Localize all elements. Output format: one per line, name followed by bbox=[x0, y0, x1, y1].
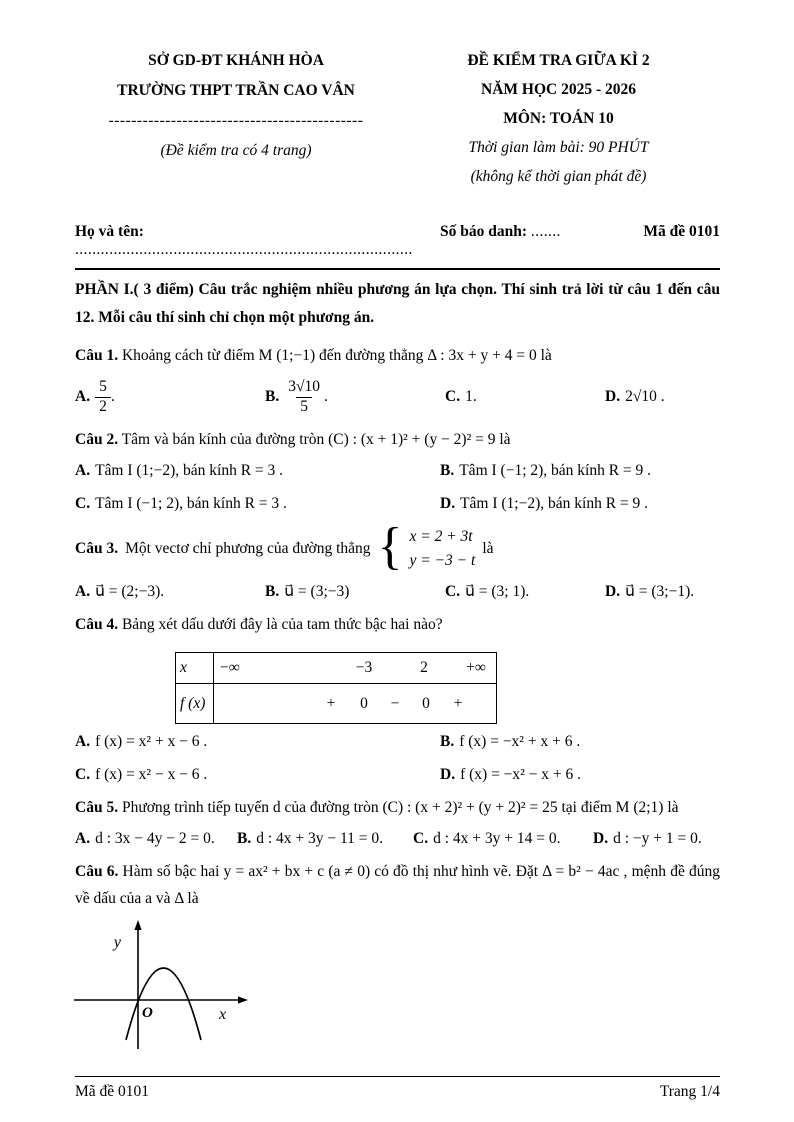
q5-option-d bbox=[593, 830, 720, 848]
candidate-number-label: Số báo danh: bbox=[440, 223, 528, 240]
candidate-number-blank bbox=[440, 223, 630, 241]
option-label: B. bbox=[440, 733, 455, 751]
question-4-label: Câu 4. bbox=[75, 616, 119, 634]
question-3-options bbox=[75, 582, 720, 601]
student-name-blank bbox=[75, 223, 440, 259]
question-6 bbox=[75, 858, 720, 1057]
x-value: 2 bbox=[420, 659, 428, 677]
option-suffix: . bbox=[110, 388, 115, 406]
option-text: Tâm I (1;−2), bán kính R = 9 . bbox=[460, 495, 649, 513]
question-6-text bbox=[75, 858, 720, 912]
q2-option-d bbox=[440, 495, 720, 513]
option-text: u⃗ = (3; 1). bbox=[465, 583, 530, 601]
q1-option-b bbox=[265, 378, 445, 416]
q1-option-c bbox=[445, 388, 605, 406]
option-text: u⃗ = (3;−1). bbox=[625, 583, 695, 601]
option-label: C. bbox=[445, 582, 461, 600]
question-3 bbox=[75, 518, 720, 601]
q3-option-c bbox=[445, 582, 605, 601]
subject-line: MÔN: TOÁN 10 bbox=[503, 110, 614, 127]
q4-option-c bbox=[75, 766, 440, 784]
duration-note: (không kể thời gian phát đề) bbox=[470, 168, 647, 185]
option-label: C. bbox=[75, 495, 91, 513]
footer-exam-code: Mã đề 0101 bbox=[75, 1083, 150, 1100]
page-footer bbox=[75, 1076, 720, 1101]
header-left-block bbox=[75, 46, 397, 191]
name-dotted-line: ............................................................................... bbox=[75, 241, 413, 258]
f-row-label: f (x) bbox=[176, 684, 214, 723]
parabola-graph bbox=[71, 920, 256, 1052]
sign-value: + bbox=[453, 694, 463, 712]
footer-page-number: Trang 1/4 bbox=[659, 1083, 720, 1100]
option-label: C. bbox=[75, 766, 91, 784]
option-label: B. bbox=[265, 388, 280, 406]
option-text: d : 4x + 3y + 14 = 0. bbox=[433, 830, 561, 848]
option-label: C. bbox=[445, 388, 461, 406]
x-value: +∞ bbox=[466, 659, 486, 677]
fraction-denominator: 2 bbox=[95, 397, 111, 417]
question-2-label: Câu 2. bbox=[75, 431, 119, 449]
option-text: u⃗ = (2;−3). bbox=[95, 583, 165, 601]
question-6-body: Hàm số bậc hai y = ax² + bx + c (a ≠ 0) có đồ thị như hình vẽ. Đặt Δ = b² − 4ac , mệnh đề đúng về dấu của a và Δ là bbox=[75, 863, 720, 908]
option-text: f (x) = −x² + x + 6 . bbox=[459, 733, 581, 751]
fraction-denominator: 5 bbox=[296, 397, 312, 417]
question-5-body: Phương trình tiếp tuyến d của đường tròn (C) : (x + 2)² + (y + 2)² = 25 tại điểm M (2;1) là bbox=[121, 799, 679, 817]
x-axis-arrow bbox=[238, 997, 248, 1004]
sign-value: 0 bbox=[422, 694, 430, 712]
question-3-label: Câu 3. bbox=[75, 540, 119, 558]
question-5-options bbox=[75, 830, 720, 848]
school-year: NĂM HỌC 2025 - 2026 bbox=[481, 81, 636, 98]
option-text: Tâm I (−1; 2), bán kính R = 3 . bbox=[95, 495, 287, 513]
sign-value: + bbox=[326, 694, 336, 712]
f-row-values bbox=[214, 684, 496, 723]
q5-option-c bbox=[413, 830, 593, 848]
page-count-note: (Đề kiểm tra có 4 trang) bbox=[160, 142, 312, 159]
q3-option-a bbox=[75, 582, 265, 601]
option-text: Tâm I (1;−2), bán kính R = 3 . bbox=[95, 462, 284, 480]
q2-option-b bbox=[440, 462, 720, 480]
q2-option-c bbox=[75, 495, 440, 513]
q5-option-b bbox=[237, 830, 413, 848]
x-row-label: x bbox=[176, 653, 214, 683]
option-label: D. bbox=[440, 495, 456, 513]
question-5 bbox=[75, 794, 720, 848]
option-label: B. bbox=[265, 582, 280, 600]
department-name: SỞ GD-ĐT KHÁNH HÒA bbox=[148, 52, 324, 69]
exam-code: Mã đề 0101 bbox=[643, 223, 720, 240]
option-label: C. bbox=[413, 830, 429, 848]
header-right-block bbox=[397, 46, 720, 191]
option-text: d : −y + 1 = 0. bbox=[613, 830, 702, 848]
option-text: u⃗ = (3;−3) bbox=[284, 583, 350, 601]
duration-line: Thời gian làm bài: 90 PHÚT bbox=[468, 139, 649, 156]
option-suffix: . bbox=[323, 388, 328, 406]
system-line-2: y = −3 − t bbox=[409, 552, 476, 570]
sign-value: − bbox=[390, 694, 400, 712]
x-value: −∞ bbox=[220, 659, 240, 677]
question-1 bbox=[75, 342, 720, 416]
option-label: A. bbox=[75, 388, 91, 406]
y-axis-arrow bbox=[134, 920, 141, 930]
fraction bbox=[95, 378, 111, 416]
q3-option-b bbox=[265, 582, 445, 601]
question-3-body-after: là bbox=[482, 540, 494, 558]
question-2-text bbox=[75, 426, 720, 453]
student-info-row bbox=[75, 223, 720, 270]
candidate-number-dotted-line: ....... bbox=[530, 223, 561, 240]
parabola-figure bbox=[71, 920, 720, 1057]
option-label: B. bbox=[440, 462, 455, 480]
sign-table-x-row bbox=[176, 653, 496, 684]
option-label: D. bbox=[593, 830, 609, 848]
sign-table-f-row bbox=[176, 684, 496, 723]
option-label: A. bbox=[75, 733, 91, 751]
q4-option-d bbox=[440, 766, 720, 784]
school-name: TRƯỜNG THPT TRẦN CAO VÂN bbox=[117, 82, 355, 99]
question-3-body: Một vectơ chỉ phương của đường thẳng bbox=[125, 540, 371, 558]
question-1-options bbox=[75, 378, 720, 416]
exam-header bbox=[75, 46, 720, 191]
option-text: d : 3x − 4y − 2 = 0. bbox=[95, 830, 215, 848]
question-1-label: Câu 1. bbox=[75, 347, 119, 364]
question-5-label: Câu 5. bbox=[75, 799, 119, 817]
question-1-text bbox=[75, 342, 720, 369]
system-brace: { bbox=[377, 518, 403, 576]
question-1-body: Khoảng cách từ điểm M (1;−1) đến đường thẳng Δ : 3x + y + 4 = 0 là bbox=[121, 347, 552, 364]
x-row-values bbox=[214, 653, 496, 683]
part1-heading: PHẦN I.( 3 điểm) Câu trắc nghiệm nhiều phương án lựa chọn. Thí sinh trả lời từ câu 1 đến câu 12. Mỗi câu thí sinh chỉ chọn một phương án. bbox=[75, 281, 720, 326]
question-2 bbox=[75, 426, 720, 513]
option-label: A. bbox=[75, 462, 91, 480]
x-value: −3 bbox=[355, 659, 373, 677]
fraction-numerator: 3√10 bbox=[288, 378, 320, 395]
question-3-text bbox=[75, 518, 720, 576]
system-line-1: x = 2 + 3t bbox=[409, 528, 473, 546]
option-label: B. bbox=[237, 830, 252, 848]
option-label: D. bbox=[440, 766, 456, 784]
name-label: Họ và tên: bbox=[75, 223, 144, 240]
option-text: 2√10 . bbox=[625, 388, 665, 406]
q4-option-b bbox=[440, 733, 720, 751]
fraction-numerator: 5 bbox=[99, 378, 107, 395]
q2-option-a bbox=[75, 462, 440, 480]
option-label: A. bbox=[75, 830, 91, 848]
sign-value: 0 bbox=[360, 694, 368, 712]
option-label: D. bbox=[605, 388, 621, 406]
y-axis-label: y bbox=[113, 934, 121, 952]
option-text: d : 4x + 3y − 11 = 0. bbox=[256, 830, 384, 848]
question-4-text bbox=[75, 611, 720, 638]
question-4 bbox=[75, 611, 720, 784]
question-6-label: Câu 6. bbox=[75, 863, 119, 881]
option-text: f (x) = x² + x − 6 . bbox=[95, 733, 208, 751]
q4-option-a bbox=[75, 733, 440, 751]
x-axis-label: x bbox=[219, 1006, 227, 1024]
q3-option-d bbox=[605, 582, 720, 601]
question-4-options bbox=[75, 733, 720, 784]
fraction bbox=[284, 378, 324, 416]
question-2-options bbox=[75, 462, 720, 513]
question-5-text bbox=[75, 794, 720, 821]
exam-title: ĐỀ KIỂM TRA GIỮA KÌ 2 bbox=[467, 52, 650, 69]
option-label: D. bbox=[605, 582, 621, 600]
question-2-body: Tâm và bán kính của đường tròn (C) : (x + 1)² + (y − 2)² = 9 là bbox=[121, 431, 511, 449]
equation-system bbox=[409, 525, 475, 573]
option-text: 1. bbox=[465, 388, 477, 406]
header-dashed-divider: --------------------------------------------- bbox=[108, 112, 364, 129]
origin-label: O bbox=[142, 1005, 153, 1022]
question-4-body: Bảng xét dấu dưới đây là của tam thức bậc hai nào? bbox=[121, 616, 443, 634]
q1-option-a bbox=[75, 378, 265, 416]
option-label: A. bbox=[75, 582, 91, 600]
option-text: Tâm I (−1; 2), bán kính R = 9 . bbox=[459, 462, 652, 480]
option-text: f (x) = −x² − x + 6 . bbox=[460, 766, 582, 784]
option-text: f (x) = x² − x − 6 . bbox=[95, 766, 208, 784]
q5-option-a bbox=[75, 830, 237, 848]
sign-table bbox=[175, 652, 497, 724]
q1-option-d bbox=[605, 388, 720, 406]
